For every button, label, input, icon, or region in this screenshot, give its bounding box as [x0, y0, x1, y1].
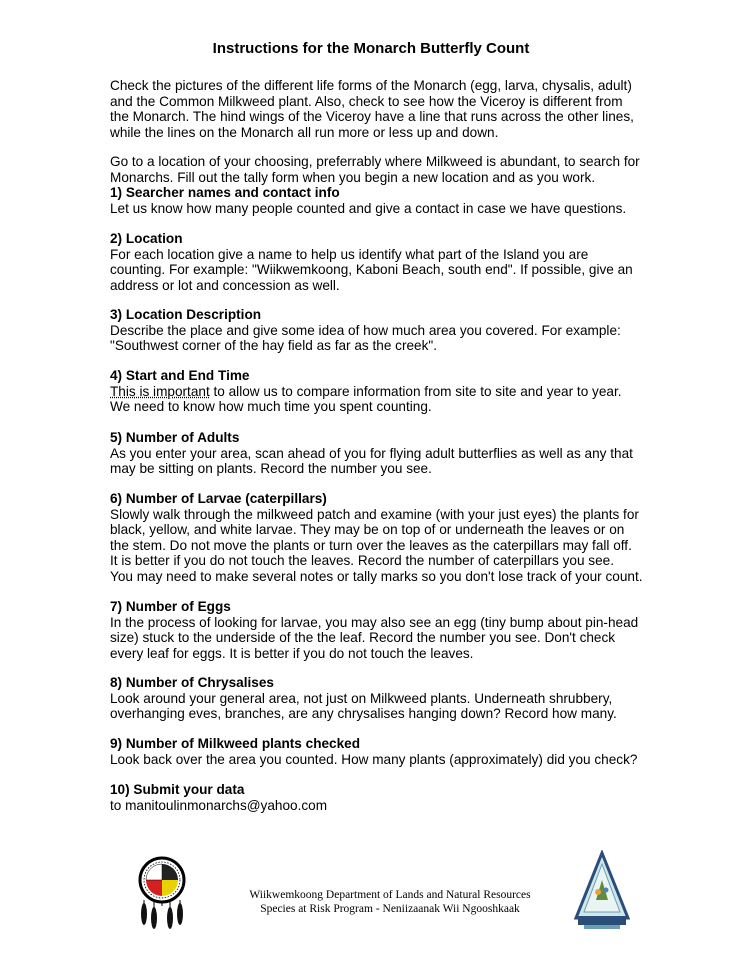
text-line: Monarchs. Fill out the tally form when you begin a new location and as you work. — [110, 169, 596, 185]
section-heading: 8) Number of Chrysalises — [110, 675, 274, 690]
text-line: the stem. Do not move the plants or turn over the leaves as the caterpillars may fall off. — [110, 537, 632, 553]
section-heading: 7) Number of Eggs — [110, 599, 231, 614]
section-start-end-time — [110, 368, 730, 415]
section-milkweed-checked — [110, 736, 730, 767]
section-larvae — [110, 491, 730, 584]
text-fragment: to allow us to compare information from site to site and year to year. — [209, 383, 622, 399]
text-line: You may need to make several notes or tally marks so you don't lose track of your count. — [110, 568, 643, 584]
text-line: the Monarch. The hind wings of the Viceroy have a line that runs across the other lines, — [110, 109, 634, 124]
page-title: Instructions for the Monarch Butterfly Count — [212, 40, 530, 57]
text-line: and the Common Milkweed plant. Also, check to see how the Viceroy is different from — [110, 93, 623, 109]
text-line: Describe the place and give some idea of how much area you covered. For example: — [110, 322, 621, 338]
medicine-wheel-logo — [132, 856, 192, 937]
intro-paragraph-1 — [110, 78, 730, 140]
text-line: We need to know how much time you spent counting. — [110, 399, 432, 414]
section-heading: 5) Number of Adults — [110, 430, 240, 445]
text-line: may be sitting on plants. Record the number you see. — [110, 461, 432, 476]
text-line: Check the pictures of the different life forms of the Monarch (egg, larva, chysalis, adult) — [110, 78, 632, 93]
medicine-wheel-icon — [132, 856, 192, 932]
section-heading: 6) Number of Larvae (caterpillars) — [110, 491, 327, 506]
text-line: Slowly walk through the milkweed patch and examine (with your just eyes) the plants for — [110, 506, 639, 522]
text-line: "Southwest corner of the hay field as far as the creek". — [110, 338, 438, 353]
text-line: black, yellow, and white larvae. They may be on top of or underneath the leaves or on — [110, 522, 625, 537]
text-line: size) stuck to the underside of the the leaf. Record the number you see. Don't check — [110, 630, 616, 645]
section-heading: 9) Number of Milkweed plants checked — [110, 736, 361, 751]
text-line: while the lines on the Monarch all run more or less up and down. — [110, 124, 499, 140]
text-line — [110, 384, 730, 400]
text-line: Look around your general area, not just on Milkweed plants. Underneath shrubbery, — [110, 690, 613, 706]
text-line: overhanging eves, branches, are any chrysalises hanging down? Record how many. — [110, 706, 617, 721]
footer-line-1: Wiikwemkoong Department of Lands and Natural Resources — [249, 889, 531, 901]
section-location — [110, 231, 730, 293]
section-eggs — [110, 599, 730, 661]
section-adults — [110, 430, 730, 477]
section-heading: 10) Submit your data — [110, 782, 245, 797]
intro-paragraph-2 — [110, 154, 730, 216]
text-line: In the process of looking for larvae, you may also see an egg (tiny bump about pin-head — [110, 614, 639, 630]
footer-line-2: Species at Risk Program - Neniizaanak Wii Ngooshkaak — [260, 903, 520, 915]
text-line: As you enter your area, scan ahead of you for flying adult butterflies as well as any that — [110, 445, 633, 461]
text-line: address or lot and concession as well. — [110, 277, 340, 293]
text-line: every leaf for eggs. It is better if you do not touch the leaves. — [110, 645, 474, 661]
arrowhead-logo-icon — [570, 850, 634, 932]
footer — [190, 888, 590, 916]
emphasis-text: This is important — [110, 383, 210, 399]
text-line: For each location give a name to help us identify what part of the Island you are — [110, 246, 589, 262]
section-location-description — [110, 307, 730, 354]
species-at-risk-logo — [570, 850, 634, 937]
section-heading: 4) Start and End Time — [110, 368, 250, 383]
text-line: Go to a location of your choosing, preferrably where Milkweed is abundant, to search for — [110, 154, 640, 169]
section-submit — [110, 782, 730, 813]
section-heading: 2) Location — [110, 231, 183, 246]
section-heading: 1) Searcher names and contact info — [110, 185, 340, 200]
text-line: Look back over the area you counted. How many plants (approximately) did you check? — [110, 751, 638, 767]
text-line: counting. For example: "Wiikwemkoong, Kaboni Beach, south end". If possible, give an — [110, 262, 633, 277]
text-line: Let us know how many people counted and give a contact in case we have questions. — [110, 200, 627, 216]
text-line: It is better if you do not touch the leaves. Record the number of caterpillars you see. — [110, 553, 614, 568]
email-text: to manitoulinmonarchs@yahoo.com — [110, 797, 328, 813]
section-heading: 3) Location Description — [110, 307, 262, 322]
section-chrysalises — [110, 675, 730, 722]
